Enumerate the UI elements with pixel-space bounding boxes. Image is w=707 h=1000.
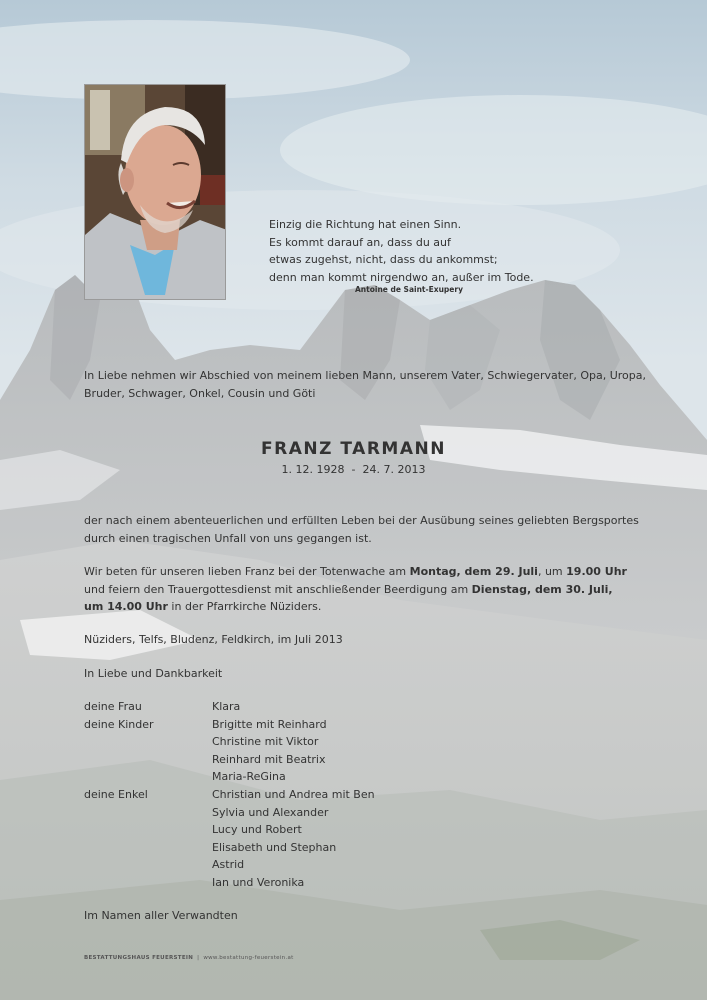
funeral-time: um 14.00 Uhr bbox=[84, 600, 168, 613]
circumstance-text bbox=[84, 512, 639, 547]
ceremony-text-part: in der Pfarrkirche Nüziders. bbox=[167, 600, 322, 613]
quote-line: etwas zugehst, nicht, dass du ankommst; bbox=[269, 253, 498, 266]
family-member: Astrid bbox=[212, 858, 245, 872]
circumstance-line: der nach einem abenteuerlichen und erfüllten Leben bei der Ausübung seines geliebten Bergsportes bbox=[84, 514, 639, 527]
family-member: Ian und Veronika bbox=[212, 875, 305, 889]
deceased-name: FRANZ TARMANN bbox=[261, 439, 446, 459]
ceremony-line bbox=[84, 581, 627, 599]
family-member: Reinhard mit Beatrix bbox=[212, 752, 326, 766]
quote-block bbox=[269, 216, 534, 286]
place-date: Nüziders, Telfs, Bludenz, Feldkirch, im Juli 2013 bbox=[84, 633, 343, 646]
portrait-photo bbox=[84, 84, 226, 300]
ceremony-line bbox=[84, 563, 627, 581]
family-member: Brigitte mit Reinhard bbox=[212, 717, 327, 731]
circumstance-line: durch einen tragischen Unfall von uns gegangen ist. bbox=[84, 531, 372, 545]
funeral-home-name: BESTATTUNGSHAUS FEUERSTEIN bbox=[84, 955, 194, 961]
ceremony-text-part: Wir beten für unseren lieben Franz bei der Totenwache am bbox=[84, 565, 410, 578]
family-member: Elisabeth und Stephan bbox=[212, 840, 337, 854]
wake-time: 19.00 Uhr bbox=[566, 565, 627, 578]
family-member: Christine mit Viktor bbox=[212, 735, 319, 749]
footer-separator: | bbox=[197, 955, 200, 961]
closing-line: Im Namen aller Verwandten bbox=[84, 909, 238, 922]
ceremony-line bbox=[84, 598, 627, 616]
family-member: Klara bbox=[212, 700, 241, 713]
quote-author: Antoine de Saint-Exupery bbox=[355, 285, 463, 294]
gratitude-line: In Liebe und Dankbarkeit bbox=[84, 667, 223, 680]
family-member: Lucy und Robert bbox=[212, 823, 302, 837]
family-labels bbox=[84, 698, 154, 804]
family-member: Maria-ReGina bbox=[212, 770, 286, 784]
quote-line: denn man kommt nirgendwo an, außer im Tode. bbox=[269, 270, 534, 284]
funeral-date: Dienstag, dem 30. Juli, bbox=[471, 582, 613, 596]
family-names bbox=[212, 698, 375, 892]
footer bbox=[84, 955, 294, 961]
family-label-wife: deine Frau bbox=[84, 700, 142, 713]
ceremony-text-part: und feiern den Trauergottesdienst mit anschließender Beerdigung am bbox=[84, 582, 472, 596]
quote-line: Einzig die Richtung hat einen Sinn. bbox=[269, 218, 462, 231]
quote-line: Es kommt darauf an, dass du auf bbox=[269, 235, 451, 249]
intro-line: Bruder, Schwager, Onkel, Cousin und Göti bbox=[84, 386, 316, 400]
intro-line: In Liebe nehmen wir Abschied von meinem lieben Mann, unserem Vater, Schwiegervater, Opa, Uropa, bbox=[84, 369, 646, 382]
family-label-grandchildren: deine Enkel bbox=[84, 787, 148, 801]
ceremony-text bbox=[84, 563, 627, 616]
funeral-home-website[interactable]: www.bestattung-feuerstein.at bbox=[203, 955, 294, 961]
family-member: Christian und Andrea mit Ben bbox=[212, 787, 375, 801]
portrait-illustration bbox=[85, 85, 226, 300]
family-member: Sylvia und Alexander bbox=[212, 805, 329, 819]
intro-text bbox=[84, 367, 646, 402]
ceremony-text-part: , um bbox=[537, 565, 567, 578]
spacer bbox=[84, 733, 154, 786]
family-label-children: deine Kinder bbox=[84, 717, 154, 731]
life-dates: 1. 12. 1928 - 24. 7. 2013 bbox=[281, 463, 426, 476]
wake-date: Montag, dem 29. Juli bbox=[409, 565, 538, 578]
